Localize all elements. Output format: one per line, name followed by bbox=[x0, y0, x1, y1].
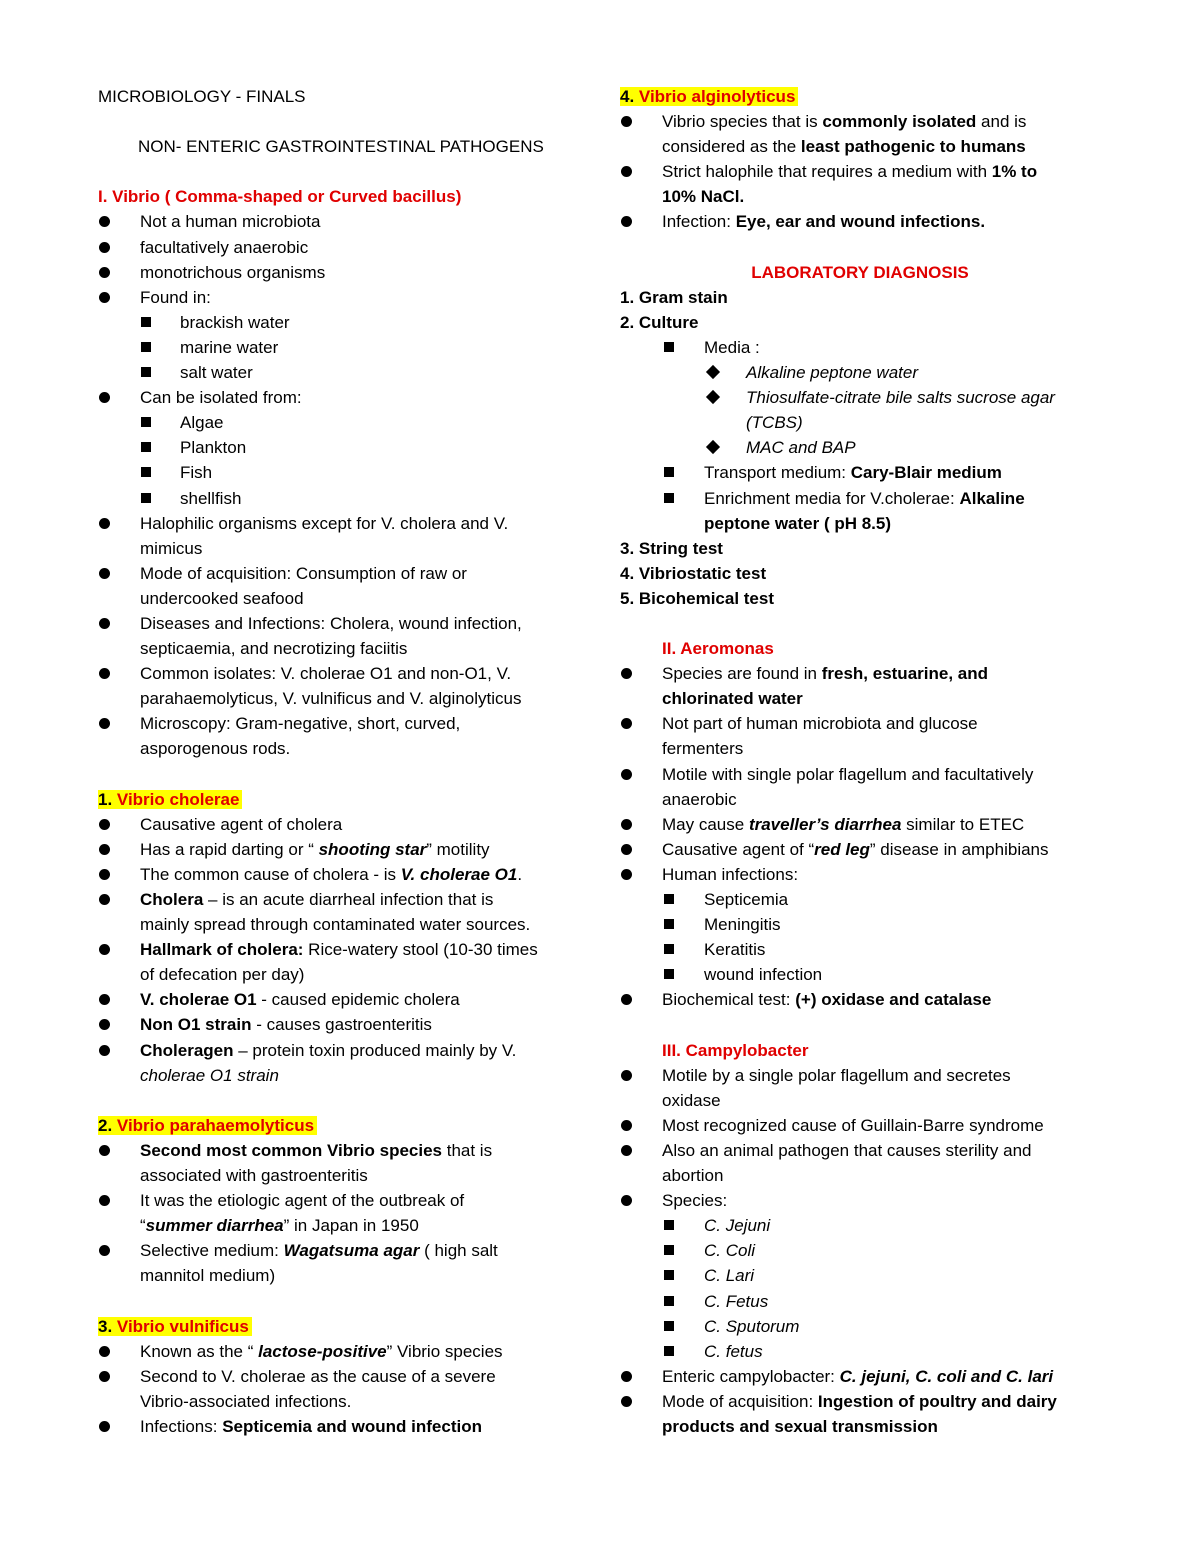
bullet-icon bbox=[99, 1195, 110, 1206]
list-item: Halophilic organisms except for V. cholera and V. mimicus bbox=[98, 511, 583, 561]
list-item: Common isolates: V. cholerae O1 and non-O1, V. parahaemolyticus, V. vulnificus and V. alginolyticus bbox=[98, 661, 583, 711]
list-item: Vibrio species that is commonly isolated and is considered as the least pathogenic to humans bbox=[620, 109, 1110, 159]
bullet-icon bbox=[621, 1195, 632, 1206]
bullet-icon bbox=[621, 819, 632, 830]
list-item: Mode of acquisition: Consumption of raw or undercooked seafood bbox=[98, 561, 583, 611]
square-bullet-icon bbox=[664, 919, 674, 929]
square-bullet-icon bbox=[141, 467, 151, 477]
list-item: Non O1 strain - causes gastroenteritis bbox=[98, 1012, 583, 1037]
square-bullet-icon bbox=[664, 1220, 674, 1230]
bullet-icon bbox=[621, 1070, 632, 1081]
list-item: Second most common Vibrio species that is associated with gastroenteritis bbox=[98, 1138, 583, 1188]
sub-list-item: salt water bbox=[98, 360, 583, 385]
bullet-icon bbox=[99, 894, 110, 905]
square-bullet-icon bbox=[664, 342, 674, 352]
lab-diagnosis-heading: LABORATORY DIAGNOSIS bbox=[751, 262, 969, 282]
list-item: Microscopy: Gram-negative, short, curved, asporogenous rods. bbox=[98, 711, 583, 761]
bullet-icon bbox=[621, 769, 632, 780]
lab-step: 2. Culture bbox=[620, 312, 699, 332]
square-bullet-icon bbox=[141, 342, 151, 352]
bullet-icon bbox=[99, 568, 110, 579]
list-item: Can be isolated from: bbox=[98, 385, 583, 410]
lab-step: 5. Bicohemical test bbox=[620, 588, 775, 608]
list-item: Enteric campylobacter: C. jejuni, C. coli and C. lari bbox=[620, 1364, 1110, 1389]
list-item: Causative agent of cholera bbox=[98, 812, 583, 837]
square-bullet-icon bbox=[664, 1346, 674, 1356]
list-item: Strict halophile that requires a medium with 1% to 10% NaCl. bbox=[620, 159, 1110, 209]
bullet-icon bbox=[99, 216, 110, 227]
sub-list-item: Algae bbox=[98, 410, 583, 435]
sub-sub-list-item: Alkaline peptone water bbox=[620, 360, 1110, 385]
list-item: Also an animal pathogen that causes sterility and abortion bbox=[620, 1138, 1110, 1188]
square-bullet-icon bbox=[664, 467, 674, 477]
sub-list-item: C. Coli bbox=[620, 1238, 1110, 1263]
bullet-icon bbox=[99, 1346, 110, 1357]
sub-list-item: C. Lari bbox=[620, 1263, 1110, 1288]
list-item: Found in: bbox=[98, 285, 583, 310]
diamond-bullet-icon bbox=[706, 390, 720, 404]
alginolyticus-heading: 4. Vibrio alginolyticus bbox=[620, 84, 1110, 109]
list-item: May cause traveller’s diarrhea similar to ETEC bbox=[620, 812, 1110, 837]
list-item: It was the etiologic agent of the outbreak of “summer diarrhea” in Japan in 1950 bbox=[98, 1188, 583, 1238]
bullet-icon bbox=[621, 116, 632, 127]
square-bullet-icon bbox=[664, 493, 674, 503]
left-column bbox=[98, 84, 583, 1439]
sub-list-item: C. Jejuni bbox=[620, 1213, 1110, 1238]
square-bullet-icon bbox=[664, 1270, 674, 1280]
lab-step: 4. Vibriostatic test bbox=[620, 563, 767, 583]
bullet-icon bbox=[99, 518, 110, 529]
document-title: MICROBIOLOGY - FINALS bbox=[98, 87, 306, 106]
lab-step: 1. Gram stain bbox=[620, 287, 728, 307]
list-item: monotrichous organisms bbox=[98, 260, 583, 285]
list-item: Causative agent of “red leg” disease in amphibians bbox=[620, 837, 1110, 862]
document-subtitle: NON- ENTERIC GASTROINTESTINAL PATHOGENS bbox=[138, 137, 544, 157]
lab-step: 3. String test bbox=[620, 538, 723, 558]
cholerae-heading: 1. Vibrio cholerae bbox=[98, 787, 583, 812]
diamond-bullet-icon bbox=[706, 365, 720, 379]
right-column bbox=[620, 84, 1110, 1439]
bullet-icon bbox=[99, 267, 110, 278]
list-item: Mode of acquisition: Ingestion of poultry and dairy products and sexual transmission bbox=[620, 1389, 1110, 1439]
list-item: Species: bbox=[620, 1188, 1110, 1213]
sub-list-item: marine water bbox=[98, 335, 583, 360]
sub-list-item: Meningitis bbox=[620, 912, 1110, 937]
bullet-icon bbox=[621, 216, 632, 227]
bullet-icon bbox=[99, 392, 110, 403]
list-item: Cholera – is an acute diarrheal infection that is mainly spread through contaminated water sources. bbox=[98, 887, 583, 937]
bullet-icon bbox=[99, 1245, 110, 1256]
aeromonas-heading: II. Aeromonas bbox=[662, 639, 774, 659]
bullet-icon bbox=[621, 718, 632, 729]
bullet-icon bbox=[621, 1371, 632, 1382]
list-item: Most recognized cause of Guillain-Barre syndrome bbox=[620, 1113, 1110, 1138]
vulnificus-heading: 3. Vibrio vulnificus bbox=[98, 1314, 583, 1339]
list-item: facultatively anaerobic bbox=[98, 235, 583, 260]
bullet-icon bbox=[99, 668, 110, 679]
square-bullet-icon bbox=[664, 969, 674, 979]
sub-list-item: Transport medium: Cary-Blair medium bbox=[620, 460, 1110, 485]
sub-list-item: Enrichment media for V.cholerae: Alkaline peptone water ( pH 8.5) bbox=[620, 486, 1110, 536]
list-item: Motile with single polar flagellum and facultatively anaerobic bbox=[620, 762, 1110, 812]
list-item: Has a rapid darting or “ shooting star” motility bbox=[98, 837, 583, 862]
vibrio-heading: I. Vibrio ( Comma-shaped or Curved bacillus) bbox=[98, 187, 462, 207]
square-bullet-icon bbox=[664, 1296, 674, 1306]
sub-list-item: C. fetus bbox=[620, 1339, 1110, 1364]
bullet-icon bbox=[99, 1019, 110, 1030]
bullet-icon bbox=[99, 292, 110, 303]
bullet-icon bbox=[99, 1421, 110, 1432]
list-item: Second to V. cholerae as the cause of a severe Vibrio-associated infections. bbox=[98, 1364, 583, 1414]
bullet-icon bbox=[621, 166, 632, 177]
campylobacter-heading: III. Campylobacter bbox=[662, 1040, 809, 1060]
square-bullet-icon bbox=[664, 894, 674, 904]
list-item: Human infections: bbox=[620, 862, 1110, 887]
sub-sub-list-item: MAC and BAP bbox=[620, 435, 1110, 460]
bullet-icon bbox=[99, 718, 110, 729]
bullet-icon bbox=[621, 994, 632, 1005]
bullet-icon bbox=[99, 994, 110, 1005]
list-item: Selective medium: Wagatsuma agar ( high salt mannitol medium) bbox=[98, 1238, 583, 1288]
square-bullet-icon bbox=[141, 442, 151, 452]
square-bullet-icon bbox=[141, 493, 151, 503]
bullet-icon bbox=[99, 1045, 110, 1056]
sub-sub-list-item: Thiosulfate-citrate bile salts sucrose agar (TCBS) bbox=[620, 385, 1110, 435]
bullet-icon bbox=[99, 1371, 110, 1382]
square-bullet-icon bbox=[664, 944, 674, 954]
list-item: Biochemical test: (+) oxidase and catalase bbox=[620, 987, 1110, 1012]
sub-list-item: Fish bbox=[98, 460, 583, 485]
bullet-icon bbox=[99, 1145, 110, 1156]
sub-list-item: Keratitis bbox=[620, 937, 1110, 962]
list-item: V. cholerae O1 - caused epidemic cholera bbox=[98, 987, 583, 1012]
bullet-icon bbox=[99, 844, 110, 855]
bullet-icon bbox=[99, 242, 110, 253]
bullet-icon bbox=[621, 1396, 632, 1407]
list-item: Motile by a single polar flagellum and secretes oxidase bbox=[620, 1063, 1110, 1113]
list-item: Diseases and Infections: Cholera, wound infection, septicaemia, and necrotizing faciitis bbox=[98, 611, 583, 661]
sub-list-item: wound infection bbox=[620, 962, 1110, 987]
list-item: Not a human microbiota bbox=[98, 209, 583, 234]
bullet-icon bbox=[621, 869, 632, 880]
list-item: Not part of human microbiota and glucose fermenters bbox=[620, 711, 1110, 761]
list-item: Known as the “ lactose-positive” Vibrio species bbox=[98, 1339, 583, 1364]
sub-list-item: shellfish bbox=[98, 486, 583, 511]
bullet-icon bbox=[99, 869, 110, 880]
list-item: Choleragen – protein toxin produced mainly by V. cholerae O1 strain bbox=[98, 1038, 583, 1088]
bullet-icon bbox=[621, 844, 632, 855]
square-bullet-icon bbox=[141, 317, 151, 327]
list-item: Hallmark of cholera: Rice-watery stool (10-30 times of defecation per day) bbox=[98, 937, 583, 987]
list-item: Infections: Septicemia and wound infection bbox=[98, 1414, 583, 1439]
sub-list-item: C. Fetus bbox=[620, 1289, 1110, 1314]
sub-list-item: C. Sputorum bbox=[620, 1314, 1110, 1339]
parahaemolyticus-heading: 2. Vibrio parahaemolyticus bbox=[98, 1113, 583, 1138]
diamond-bullet-icon bbox=[706, 440, 720, 454]
square-bullet-icon bbox=[141, 417, 151, 427]
sub-list-item: brackish water bbox=[98, 310, 583, 335]
list-item: Infection: Eye, ear and wound infections. bbox=[620, 209, 1110, 234]
bullet-icon bbox=[99, 819, 110, 830]
bullet-icon bbox=[99, 618, 110, 629]
square-bullet-icon bbox=[664, 1321, 674, 1331]
sub-list-item: Septicemia bbox=[620, 887, 1110, 912]
square-bullet-icon bbox=[664, 1245, 674, 1255]
list-item: The common cause of cholera - is V. cholerae O1. bbox=[98, 862, 583, 887]
bullet-icon bbox=[99, 944, 110, 955]
list-item: Species are found in fresh, estuarine, and chlorinated water bbox=[620, 661, 1110, 711]
square-bullet-icon bbox=[141, 367, 151, 377]
bullet-icon bbox=[621, 668, 632, 679]
bullet-icon bbox=[621, 1120, 632, 1131]
sub-list-item: Media : bbox=[620, 335, 1110, 360]
sub-list-item: Plankton bbox=[98, 435, 583, 460]
bullet-icon bbox=[621, 1145, 632, 1156]
